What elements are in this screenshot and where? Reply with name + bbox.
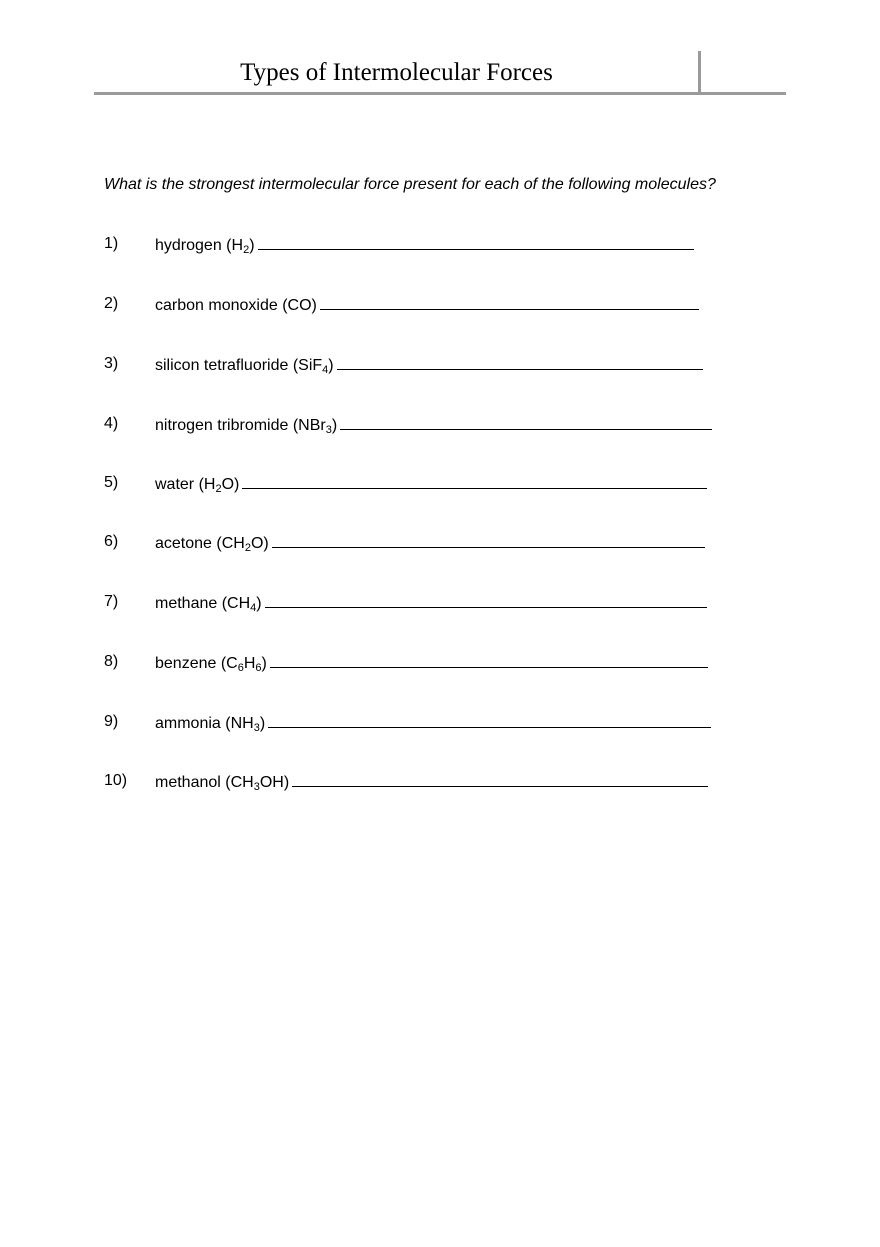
answer-blank[interactable] <box>292 770 708 787</box>
question-number: 10) <box>104 772 128 789</box>
question-label <box>155 531 705 556</box>
question-number: 1) <box>104 235 119 252</box>
title-underline <box>94 92 786 95</box>
molecule-name: acetone ( <box>155 535 222 552</box>
molecule-name: methane ( <box>155 595 228 612</box>
molecule-name: benzene ( <box>155 655 227 672</box>
molecule-name: carbon monoxide ( <box>155 297 288 314</box>
question-label <box>155 293 699 317</box>
question-label <box>155 472 707 497</box>
question-label <box>155 353 703 378</box>
molecule-formula: $C_6H_6$) <box>226 655 267 674</box>
answer-blank[interactable] <box>320 293 699 310</box>
page-title: Types of Intermolecular Forces <box>240 59 553 86</box>
molecule-formula: $CH_3OH$) <box>230 774 290 793</box>
answer-blank[interactable] <box>265 591 707 608</box>
answer-blank[interactable] <box>337 353 703 370</box>
molecule-name: water ( <box>155 476 204 493</box>
molecule-name: nitrogen tribromide ( <box>155 417 299 434</box>
question-label <box>155 591 707 616</box>
molecule-formula: $H_2O$) <box>203 476 240 495</box>
question-number: 9) <box>104 713 119 730</box>
molecule-formula: $CH_2O$) <box>221 535 269 554</box>
question-label <box>155 651 708 676</box>
answer-blank[interactable] <box>270 651 708 668</box>
question-number: 2) <box>104 295 119 312</box>
molecule-name: ammonia ( <box>155 715 231 732</box>
answer-blank[interactable] <box>242 472 707 489</box>
molecule-name: hydrogen ( <box>155 237 232 254</box>
molecule-formula: NBr$_3$) <box>298 417 338 436</box>
instructions: What is the strongest intermolecular force present for each of the following molecules? <box>104 176 716 193</box>
question-number: 8) <box>104 653 119 670</box>
molecule-formula: $CH_4$) <box>227 595 262 614</box>
molecule-name: methanol ( <box>155 774 231 791</box>
question-label <box>155 233 694 258</box>
answer-blank[interactable] <box>258 233 694 250</box>
answer-blank[interactable] <box>268 711 711 728</box>
question-number: 4) <box>104 415 119 432</box>
molecule-formula: $H_2$) <box>231 237 255 256</box>
answer-blank[interactable] <box>272 531 705 548</box>
question-number: 3) <box>104 355 119 372</box>
header-divider <box>698 51 701 94</box>
question-label <box>155 711 711 736</box>
question-number: 5) <box>104 474 119 491</box>
question-label <box>155 413 712 438</box>
molecule-formula: $NH_3$) <box>230 715 266 734</box>
question-label <box>155 770 708 795</box>
question-number: 7) <box>104 593 119 610</box>
question-number: 6) <box>104 533 119 550</box>
molecule-formula: SiF$_4$) <box>298 357 334 376</box>
answer-blank[interactable] <box>340 413 712 430</box>
molecule-formula: CO) <box>287 297 317 314</box>
molecule-name: silicon tetrafluoride ( <box>155 357 299 374</box>
